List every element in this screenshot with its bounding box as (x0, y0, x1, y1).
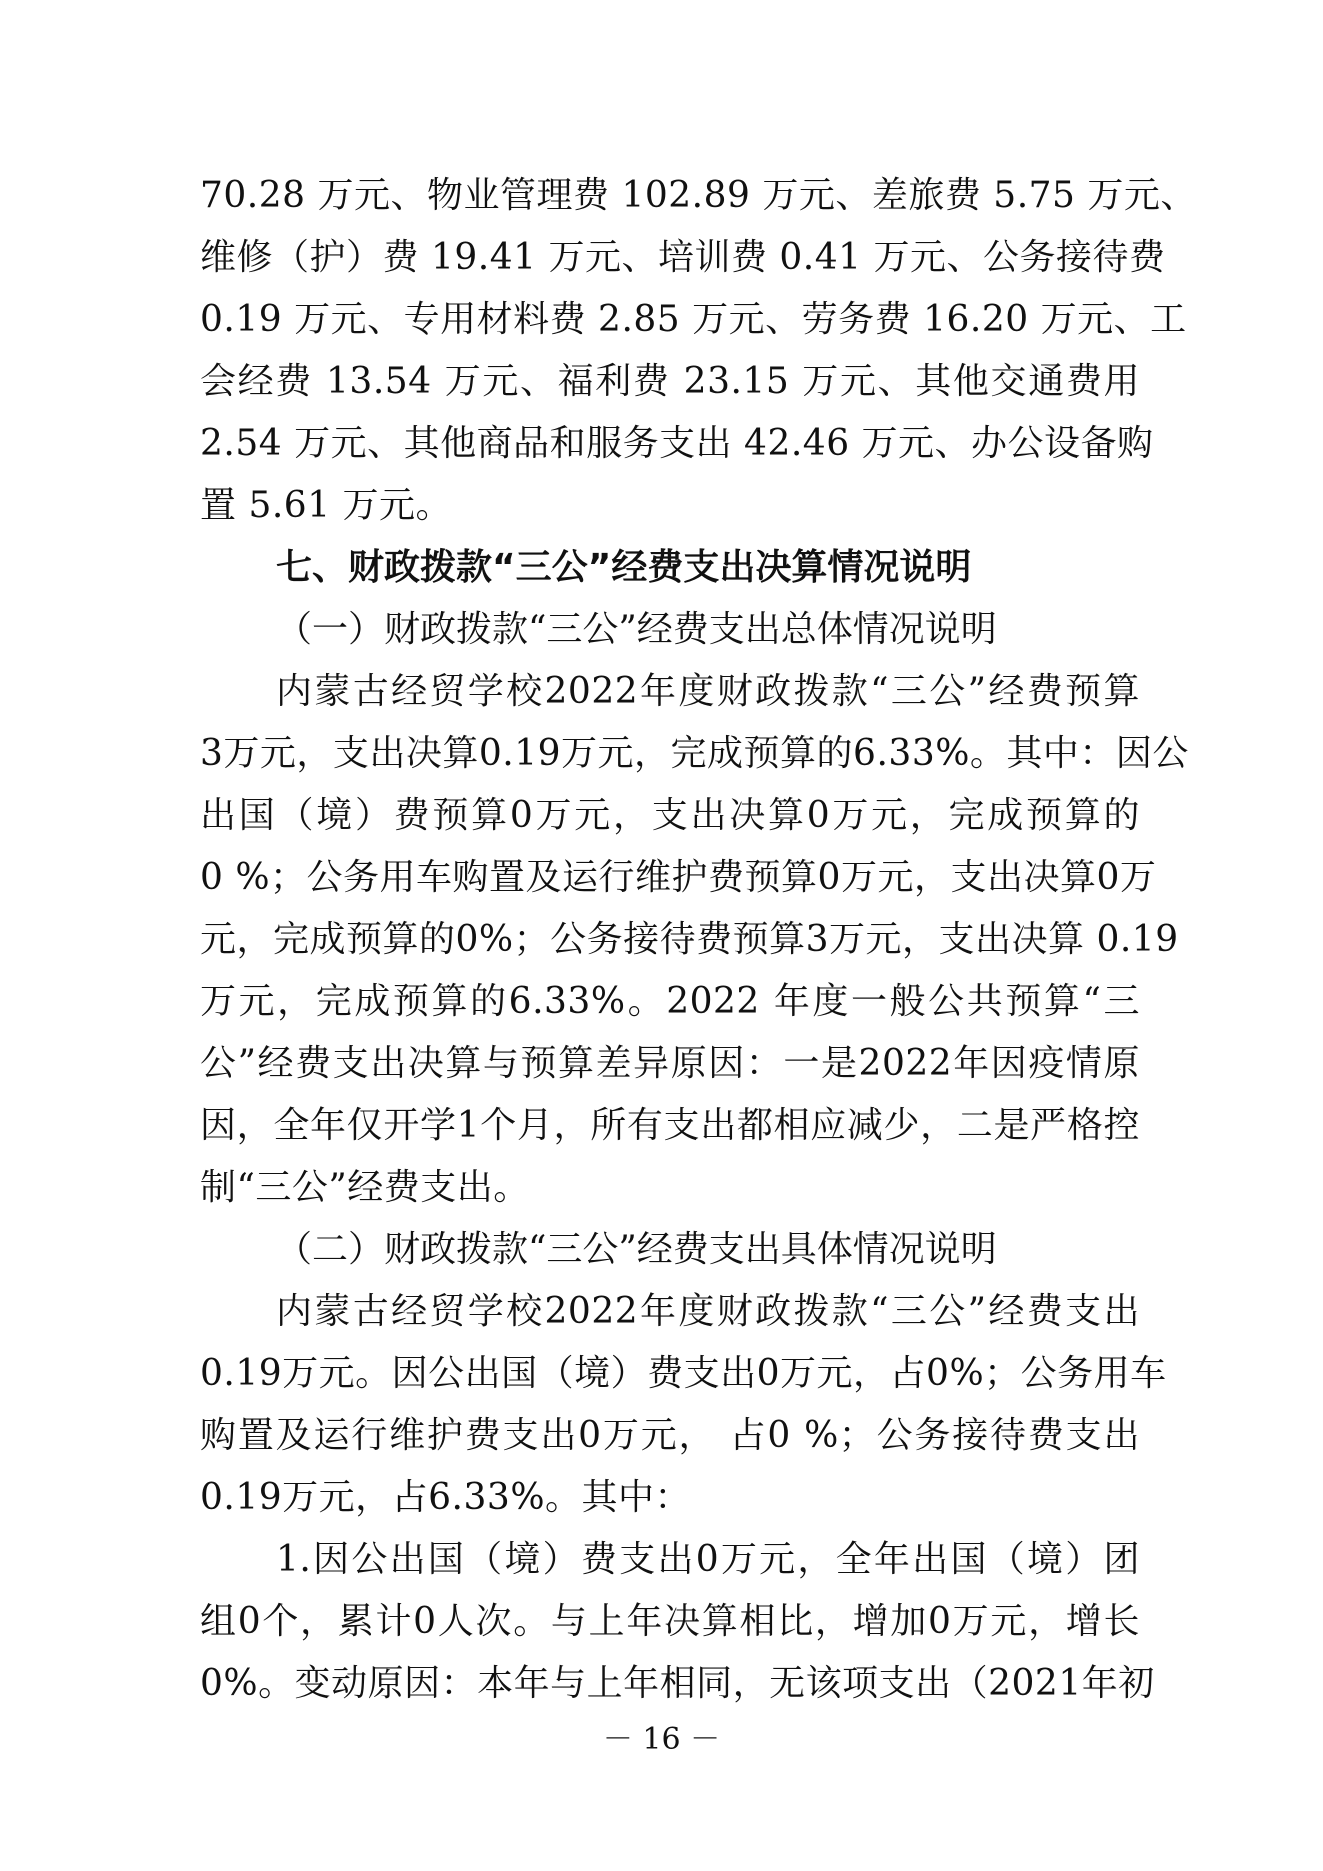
text-line: 万元，完成预算的6.33%。2022 年度一般公共预算“三 (200, 981, 1140, 1022)
paragraph-item-1 (200, 1529, 1155, 1715)
text-line: 制“三公”经费支出。 (200, 1167, 530, 1208)
text-line: 70.28 万元、物业管理费 102.89 万元、差旅费 5.75 万元、 (200, 175, 1197, 216)
paragraph-overall (200, 661, 1189, 1219)
text-line: 3万元，支出决算0.19万元，完成预算的6.33%。其中：因公 (200, 733, 1189, 774)
document-page (200, 165, 1197, 1715)
text-line: 会经费 13.54 万元、福利费 23.15 万元、其他交通费用 (200, 361, 1140, 402)
text-line: 1.因公出国（境）费支出0万元，全年出国（境）团 (276, 1539, 1140, 1580)
text-line: 维修（护）费 19.41 万元、培训费 0.41 万元、公务接待费 (200, 237, 1166, 278)
text-line: 出国（境）费预算0万元，支出决算0万元，完成预算的 (200, 795, 1140, 836)
text-line: 0%。变动原因：本年与上年相同，无该项支出（2021年初 (200, 1663, 1155, 1704)
text-line: 2.54 万元、其他商品和服务支出 42.46 万元、办公设备购 (200, 423, 1154, 464)
text-line: 内蒙古经贸学校2022年度财政拨款“三公”经费支出 (276, 1291, 1140, 1332)
text-line: 内蒙古经贸学校2022年度财政拨款“三公”经费预算 (276, 671, 1140, 712)
text-line: 0.19 万元、专用材料费 2.85 万元、劳务费 16.20 万元、工 (200, 299, 1187, 340)
text-line: 0.19万元。因公出国（境）费支出0万元，占0%；公务用车 (200, 1353, 1167, 1394)
text-line: 组0个，累计0人次。与上年决算相比，增加0万元，增长 (200, 1601, 1140, 1642)
text-line: 0 %；公务用车购置及运行维护费预算0万元，支出决算0万 (200, 857, 1157, 898)
subsection-heading: （一）财政拨款“三公”经费支出总体情况说明 (276, 609, 997, 650)
text-line: 元，完成预算的0%；公务接待费预算3万元，支出决算 0.19 (200, 919, 1179, 960)
section-heading: 七、财政拨款“三公”经费支出决算情况说明 (276, 547, 972, 588)
text-line: 0.19万元，占6.33%。其中： (200, 1477, 692, 1518)
text-line: 购置及运行维护费支出0万元， 占0 %；公务接待费支出 (200, 1415, 1140, 1456)
page-number: － 16 － (602, 1722, 721, 1757)
paragraph-continuation (200, 165, 1197, 537)
text-line: 置 5.61 万元。 (200, 485, 453, 526)
text-line: 因，全年仅开学1个月，所有支出都相应减少，二是严格控 (200, 1105, 1140, 1146)
paragraph-specific (200, 1281, 1167, 1529)
subsection-heading: （二）财政拨款“三公”经费支出具体情况说明 (276, 1229, 997, 1270)
text-line: 公”经费支出决算与预算差异原因：一是2022年因疫情原 (200, 1043, 1140, 1084)
